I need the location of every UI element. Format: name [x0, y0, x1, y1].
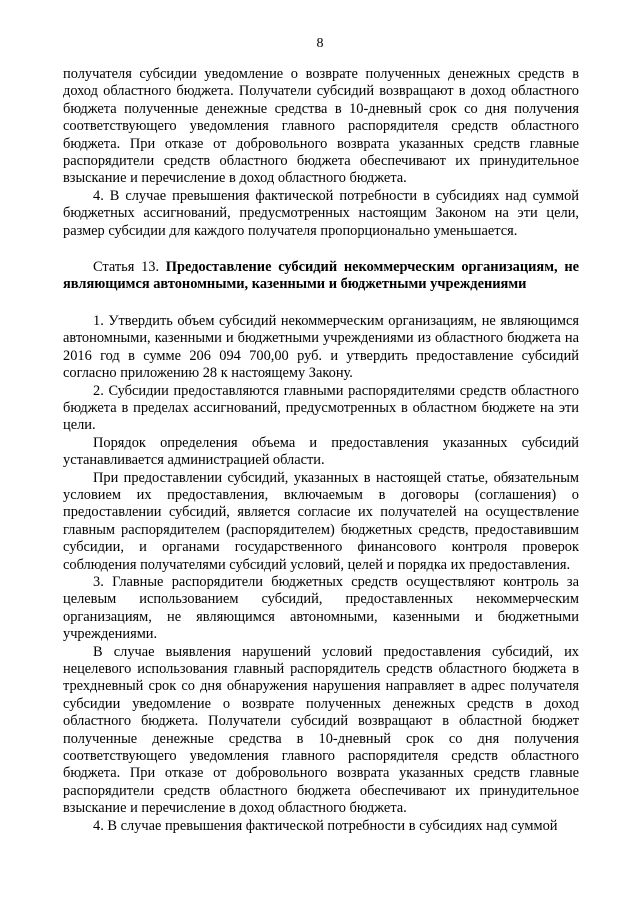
page-number: 8 — [316, 36, 324, 51]
paragraph-item-4-top: 4. В случае превышения фактической потребности в субсидиях над суммой бюджетных ассигнований, предусмотренных настоящим Законом на эти цели, размер субсидии для каждого получателя пропорционально уменьшается. — [63, 187, 579, 239]
article-heading — [63, 259, 579, 294]
article-title: Предоставление субсидий некоммерческим организациям, не являющимся автономными, казенными и бюджетными учреждениями — [63, 259, 580, 293]
paragraph-violations: В случае выявления нарушений условий предоставления субсидий, их нецелевого использования главный распорядитель средств областного бюджета в трехдневный срок со дня обнаружения нарушения направляет в адрес получателя субсидии уведомление о возврате полученных денежных средств в доход областного бюджета. Получатели субсидий возвращают в областной бюджет полученные денежные средства в 10-дневный срок со дня получения соответствующего уведомления главного распорядителя средств областного бюджета. При отказе от добровольного возврата указанных средств главные распорядители средств областного бюджета обеспечивают их принудительное взыскание и перечисление в доход областного бюджета. — [63, 643, 579, 817]
article-number: Статья 13. — [93, 259, 166, 276]
document-body — [63, 66, 579, 835]
paragraph-item-3: 3. Главные распорядители бюджетных средств осуществляют контроль за целевым использованием субсидий, предоставленных некоммерческим организациям, не являющимся автономными, казенными и бюджетными учреждениями. — [63, 573, 579, 643]
paragraph-item-2: 2. Субсидии предоставляются главными распорядителями средств областного бюджета в пределах ассигнований, предусмотренных в областном бюджете на эти цели. — [63, 382, 579, 434]
paragraph-procedure: Порядок определения объема и предоставления указанных субсидий устанавливается администрацией области. — [63, 434, 579, 469]
paragraph-condition: При предоставлении субсидий, указанных в настоящей статье, обязательным условием их предоставления, включаемым в договоры (соглашения) о предоставлении субсидий, является согласие их получателей на осуществление главным распорядителем (распорядителем) бюджетных средств, предоставившим субсидии, и органами государственного финансового контроля проверок соблюдения получателями субсидий условий, целей и порядка их предоставления. — [63, 469, 579, 573]
paragraph-continuation: получателя субсидии уведомление о возврате полученных денежных средств в доход областного бюджета. Получатели субсидий возвращают в доход областного бюджета полученные денежные средства в 10-дневный срок со дня получения соответствующего уведомления главного распорядителя средств областного бюджета. При отказе от добровольного возврата указанных средств главные распорядители средств областного бюджета обеспечивают их принудительное взыскание и перечисление в доход областного бюджета. — [63, 66, 579, 187]
paragraph-item-4-bottom: 4. В случае превышения фактической потребности в субсидиях над суммой — [93, 817, 558, 834]
paragraph-item-1: 1. Утвердить объем субсидий некоммерческим организациям, не являющимся автономными, казенными и бюджетными учреждениями из областного бюджета на 2016 год в сумме 206 094 700,00 руб. и утвердить предоставление субсидий согласно приложению 28 к настоящему Закону. — [63, 312, 579, 382]
